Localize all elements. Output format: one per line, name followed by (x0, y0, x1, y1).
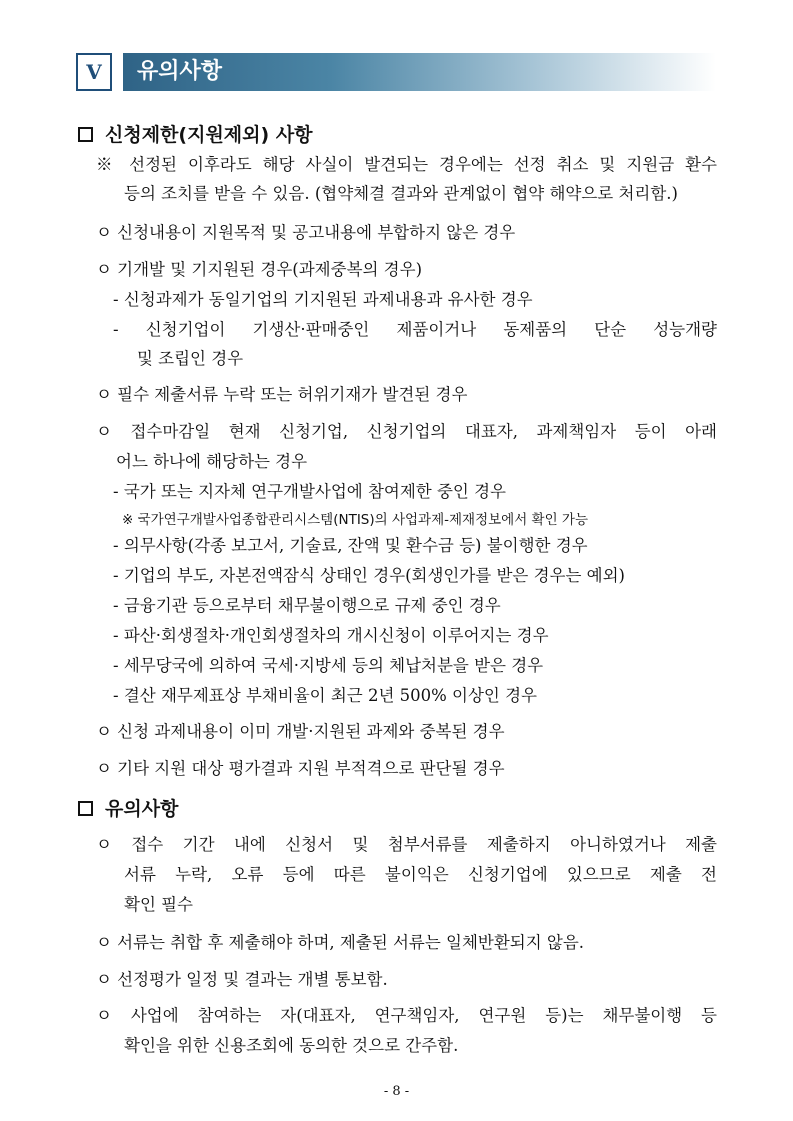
sub-item: - 결산 재무제표상 부채비율이 최근 2년 500% 이상인 경우 (113, 686, 537, 705)
sub-note: ※ 국가연구개발사업종합관리시스템(NTIS)의 사업과제-제재정보에서 확인 가능 (122, 512, 589, 528)
sub-item: - 신청과제가 동일기업의 기지원된 과제내용과 유사한 경우 (113, 290, 533, 309)
list-item: 확인을 위한 신용조회에 동의한 것으로 간주함. (124, 1036, 459, 1055)
list-item: 확인 필수 (124, 895, 194, 914)
list-item: ㅇ 신청내용이 지원목적 및 공고내용에 부합하지 않은 경우 (96, 223, 516, 242)
page-number: - 8 - (383, 1084, 410, 1099)
sub-item: - 국가 또는 지자체 연구개발사업에 참여제한 중인 경우 (113, 482, 506, 501)
list-item: 서류 누락, 오류 등에 따른 불이익은 신청기업에 있으므로 제출 전 (124, 865, 717, 884)
list-item: 어느 하나에 해당하는 경우 (116, 452, 308, 471)
sub-item: - 금융기관 등으로부터 채무불이행으로 규제 중인 경우 (113, 596, 501, 615)
heading-restrictions (78, 120, 313, 147)
section-title-bar (123, 53, 716, 91)
list-item: ㅇ 서류는 취합 후 제출해야 하며, 제출된 서류는 일체반환되지 않음. (96, 933, 585, 952)
section-title: 유의사항 (137, 59, 223, 84)
list-item: ㅇ 신청 과제내용이 이미 개발·지원된 과제와 중복된 경우 (96, 722, 505, 741)
sub-item: - 의무사항(각종 보고서, 기술료, 잔액 및 환수금 등) 불이행한 경우 (113, 536, 588, 555)
list-item: ㅇ 필수 제출서류 누락 또는 허위기재가 발견된 경우 (96, 385, 468, 404)
list-item: ㅇ 사업에 참여하는 자(대표자, 연구책임자, 연구원 등)는 채무불이행 등 (96, 1006, 717, 1025)
heading-text: 유의사항 (105, 798, 179, 820)
sub-item: - 파산·회생절차·개인회생절차의 개시신청이 이루어지는 경우 (113, 626, 549, 645)
note-line: ※ 선정된 이후라도 해당 사실이 발견되는 경우에는 선정 취소 및 지원금 환수 (96, 155, 717, 174)
checkbox-square-icon (78, 127, 93, 142)
heading-text: 신청제한(지원제외) 사항 (105, 124, 313, 146)
section-numeral: Ⅴ (76, 53, 112, 91)
list-item: ㅇ 접수마감일 현재 신청기업, 신청기업의 대표자, 과제책임자 등이 아래 (96, 422, 717, 441)
sub-item: 및 조립인 경우 (137, 349, 244, 368)
sub-item: - 신청기업이 기생산·판매중인 제품이거나 동제품의 단순 성능개량 (113, 320, 717, 339)
sub-item: - 세무당국에 의하여 국세·지방세 등의 체납처분을 받은 경우 (113, 656, 544, 675)
list-item: ㅇ 선정평가 일정 및 결과는 개별 통보함. (96, 970, 388, 989)
section-header (76, 53, 716, 93)
list-item: ㅇ 기개발 및 기지원된 경우(과제중복의 경우) (96, 260, 423, 279)
note-line: 등의 조치를 받을 수 있음. (협약체결 결과와 관계없이 협약 해약으로 처리함.) (124, 184, 678, 203)
list-item: ㅇ 기타 지원 대상 평가결과 지원 부적격으로 판단될 경우 (96, 759, 505, 778)
heading-notes (78, 794, 178, 821)
checkbox-square-icon (78, 801, 93, 816)
list-item: ㅇ 접수 기간 내에 신청서 및 첨부서류를 제출하지 아니하였거나 제출 (96, 835, 717, 854)
sub-item: - 기업의 부도, 자본전액잠식 상태인 경우(회생인가를 받은 경우는 예외) (113, 566, 625, 585)
